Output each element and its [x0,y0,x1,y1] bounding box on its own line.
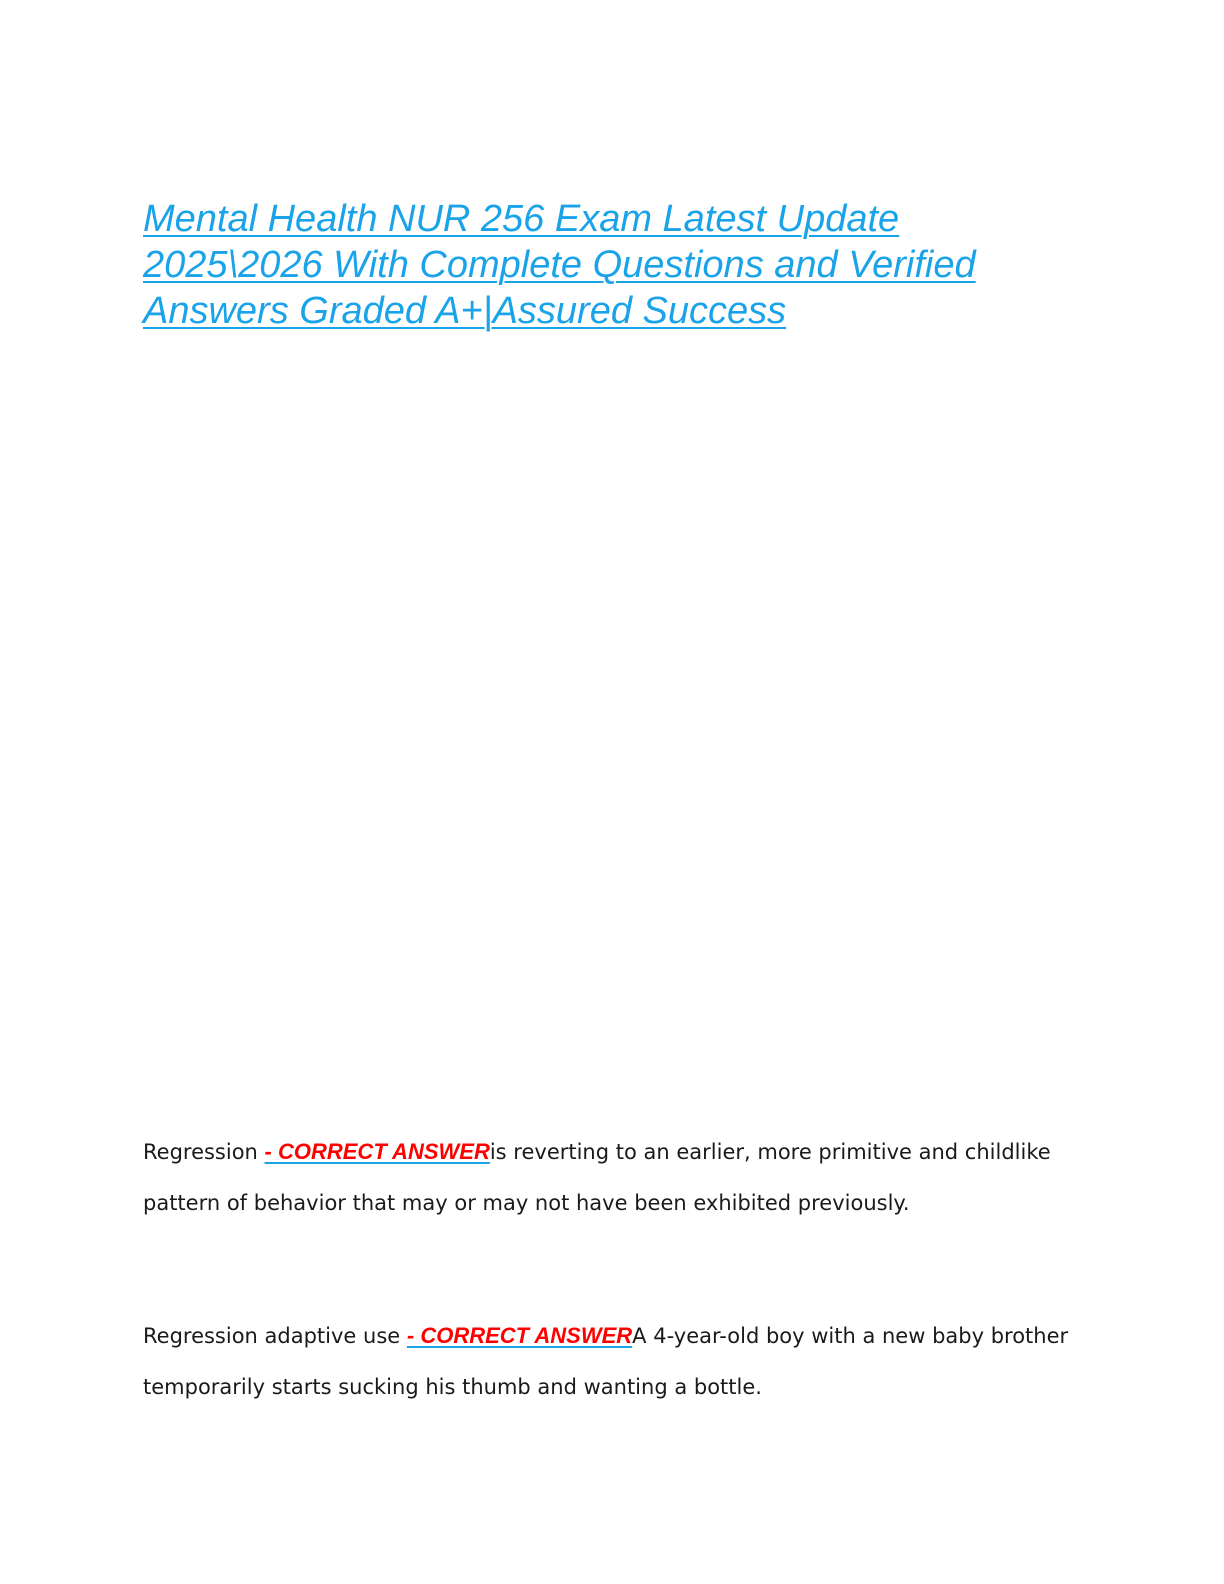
qa-answer: A 4-year-old boy with a new baby brother temporarily starts sucking his thumb and wanting a bottle. [143,1324,1069,1399]
qa-entry-regression [143,1126,1103,1229]
qa-answer: is reverting to an earlier, more primitive and childlike pattern of behavior that may or may not have been exhibited previously. [143,1140,1051,1215]
qa-term: Regression adaptive use [143,1324,407,1348]
correct-answer-label: - CORRECT ANSWER [264,1139,490,1164]
qa-term: Regression [143,1140,265,1164]
qa-entry-regression-adaptive-use [143,1310,1103,1413]
correct-answer-label: - CORRECT ANSWER [406,1323,633,1348]
document-title[interactable]: Mental Health NUR 256 Exam Latest Update 2025\2026 With Complete Questions and Verified Answers Graded A+|Assured Success [143,198,976,332]
